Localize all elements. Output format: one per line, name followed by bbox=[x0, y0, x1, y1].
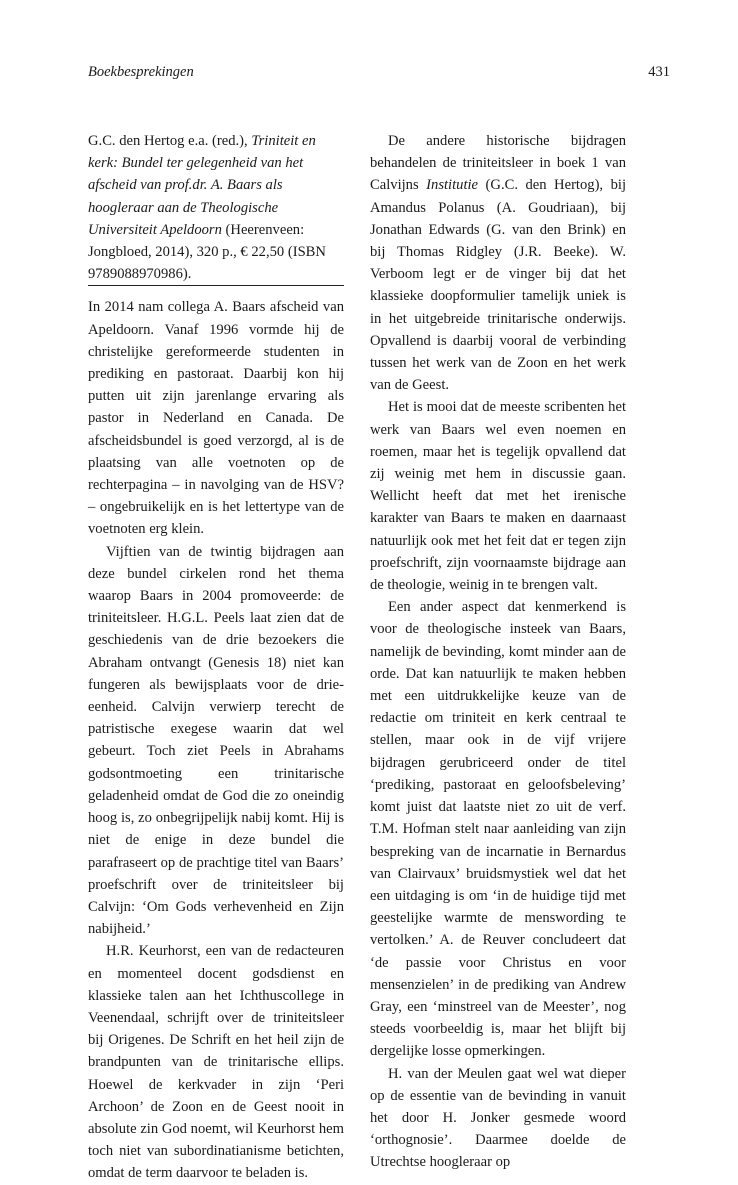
citation-title: Triniteit en kerk: Bundel ter gelegenheid van het afscheid van prof.dr. A. Baars als hoogleraar aan de Theologische Universiteit Apeldoorn bbox=[88, 133, 316, 238]
text-run: De andere historische bijdragen behandelen de triniteitsleer in boek 1 van Calvijns bbox=[370, 133, 626, 194]
page-number: 431 bbox=[648, 64, 670, 80]
paragraph: H. van der Meulen gaat wel wat dieper op de essentie van de bevinding in vanuit het door H. Jonker gesmede woord ‘orthognosie’. Daarmee doelde de Utrechtse hoogleraar op bbox=[370, 1065, 626, 1171]
paragraph: Een ander aspect dat kenmerkend is voor de theologische insteek van Baars, namelijk de bevinding, komt minder aan de orde. Dat kan natuurlijk te maken hebben met een uitdrukkelijke keuze van de redactie om triniteit en kerk centraal te stellen, maar ook in de vijf vrijere bijdragen gerubriceerd onder de titel ‘prediking, pastoraat en geloofsbeleving’ komt juist dat laatste niet zo uit de verf. T.M. Hofman stelt naar aanleiding van zijn bespreking van de incarnatie in Bernardus van Clairvaux’ bruidsmystiek wel dat het een uitdaging is om ‘in de huidige tijd met geestelijke warmte de menswording te vertolken.’ A. de Reuver concludeert dat ‘de passie voor Christus en voor mensenzielen’ in de prediking van Andrew Gray, een ‘minstreel van de Meester’, nog steeds voorbeeldig is, maar het blijft bij dergelijke losse opmerkingen. bbox=[370, 599, 626, 1060]
paragraph bbox=[370, 130, 626, 396]
section-divider bbox=[88, 285, 344, 286]
institutie-title: Institutie bbox=[426, 177, 479, 194]
paragraph: In 2014 nam collega A. Baars afscheid van Apeldoorn. Vanaf 1996 vormde hij de christelijke gereformeerde studenten in prediking en pastoraat. Daarbij kon hij putten uit zijn jarenlange ervaring als pastor in Nederland en Canada. De afscheidsbundel is goed verzorgd, al is de plaatsing van alle voetnoten op de rechterpagina – in navolging van de HSV? – ongebruikelijk en is het lettertype van de voetnoten erg klein. bbox=[88, 299, 344, 538]
book-citation bbox=[88, 130, 344, 285]
paragraph: Vijftien van de twintig bijdragen aan deze bundel cirkelen rond het thema waarop Baars in 2004 promoveerde: de triniteitsleer. H.G.L. Peels laat zien dat de geschiedenis van de drie bezoekers die Abraham ontvangt (Genesis 18) niet kan fungeren als bewijsplaats voor de drie-eenheid. Calvijn verwierp terecht de patristische exegese waarin dat wel gebeurt. Toch ziet Peels in Abrahams godsontmoeting een trinitarische geladenheid omdat de God die zo oneindig hoog is, zo onbegrijpelijk nabij komt. Hij is niet de enige in deze bundel die parafraseert op de prachtige titel van Baars’ proefschrift over de triniteitsleer bij Calvijn: ‘Om Gods verhevenheid en Zijn nabijheid.’ bbox=[88, 543, 344, 938]
right-column bbox=[370, 130, 626, 1174]
left-column bbox=[88, 130, 344, 1185]
section-title: Boekbesprekingen bbox=[88, 64, 194, 80]
running-head bbox=[88, 64, 670, 84]
citation-authors: G.C. den Hertog e.a. (red.), bbox=[88, 133, 252, 149]
paragraph: H.R. Keurhorst, een van de redacteuren en momenteel docent godsdienst en klassieke talen aan het Ichthuscollege in Veenendaal, schrijft over de triniteitsleer bij Origenes. De Schrift en het heil zijn de brandpunten van de trinitarische ellips. Hoewel de kerkvader in zijn ‘Peri Archoon’ de Zoon en de Geest nooit in absolute zin God noemt, wil Keurhorst hem toch niet van subordinatianisme betichten, omdat de term daarvoor te beladen is. bbox=[88, 943, 344, 1182]
paragraph: Het is mooi dat de meeste scribenten het werk van Baars wel even noemen en roemen, maar het is tegelijk opvallend dat zij weinig met hem in discussie gaan. Wellicht heeft dat met het irenische karakter van Baars te maken en daarnaast natuurlijk ook met het feit dat er tegen zijn proefschrift, zijn voornaamste bijdrage aan de theologie, weinig in te brengen valt. bbox=[370, 399, 626, 594]
citation-publication: (Heerenveen: Jongbloed, 2014), 320 p., € 22,50 (ISBN 9789088970986). bbox=[88, 221, 326, 283]
text-run: (G.C. den Hertog), bij Amandus Polanus (A. Goudriaan), bij Jonathan Edwards (G. van den Brink) en bij Thomas Ridgley (J.R. Beeke). W. Verboom legt er de vinger bij dat het klassieke doopformulier tamelijk uniek is in het uitgebreide trinitarische onderwijs. Opvallend is daarbij vooral de verbinding tussen het werk van de Zoon en het werk van de Geest. bbox=[370, 177, 626, 394]
